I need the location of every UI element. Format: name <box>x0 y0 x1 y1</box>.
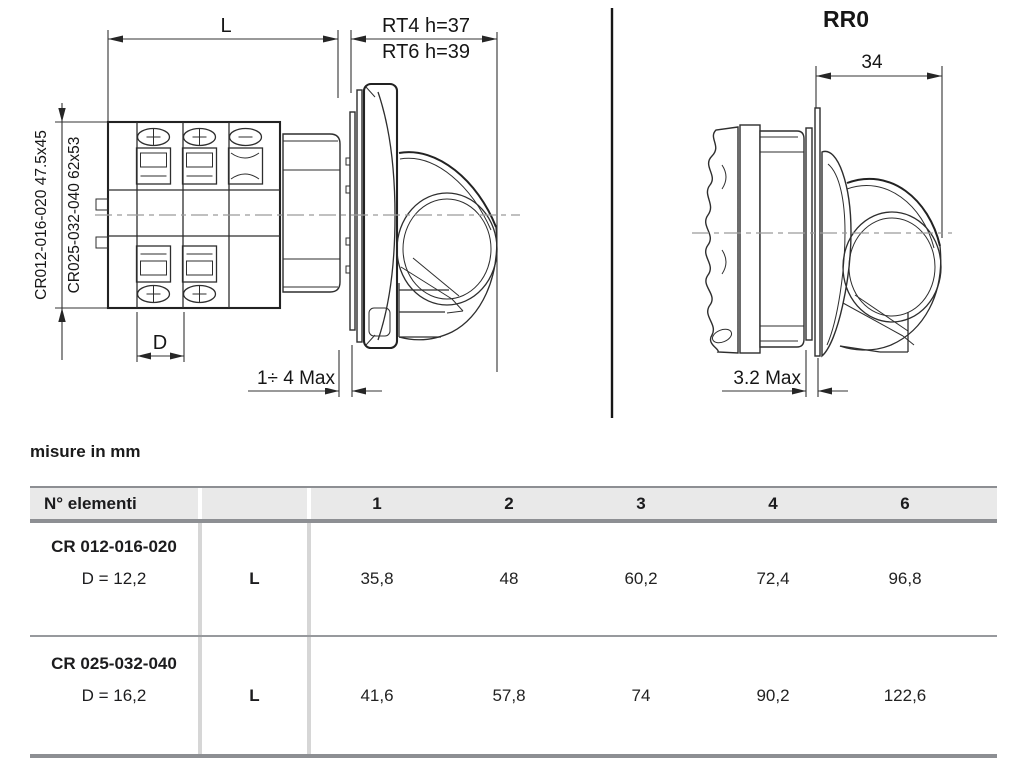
value-cell: 60,2 <box>624 569 658 588</box>
units-note: misure in mm <box>30 442 141 461</box>
table-row-cr012 <box>30 523 997 637</box>
handle-knob-rr0 <box>840 179 941 352</box>
dim-label-l: L <box>220 15 232 37</box>
dimension-panel-left <box>248 345 382 397</box>
header-count-3: 3 <box>636 493 646 513</box>
value-cell: 72,4 <box>756 569 790 588</box>
side-label-cr012: CR012-016-020 47.5x45 <box>33 130 50 300</box>
mounting-plate <box>346 90 362 342</box>
rr0-title: RR0 <box>822 6 870 32</box>
value-cell: 90,2 <box>756 685 790 705</box>
dimensions-table <box>30 486 997 758</box>
switch-body <box>96 122 280 308</box>
side-label-cr025: CR025-032-040 62x53 <box>66 136 83 294</box>
dimension-panel-right <box>722 350 848 397</box>
dimension-body-size <box>33 103 108 360</box>
dim-label-34: 34 <box>861 52 883 73</box>
table-row-cr025 <box>30 637 997 758</box>
cylinder-body <box>740 125 804 353</box>
model-name: CR 012-016-020 <box>51 537 177 556</box>
handle-dome <box>822 151 851 356</box>
dim-label-rt6: RT6 h=39 <box>381 41 471 63</box>
value-cell: 96,8 <box>888 569 922 588</box>
model-name: CR 025-032-040 <box>51 653 177 673</box>
header-n-elementi: N° elementi <box>44 493 137 513</box>
switch-shaft <box>283 134 340 292</box>
value-cell: 74 <box>631 685 651 705</box>
row-filler <box>971 637 997 754</box>
row-filler <box>971 523 997 635</box>
value-cell: 122,6 <box>883 685 927 705</box>
left-drawing-cr-switch <box>33 15 520 397</box>
dim-label-d: D <box>152 332 168 354</box>
dim-label-panel-left: 1÷ 4 Max <box>256 368 335 389</box>
model-cell <box>30 621 198 738</box>
value-cell: 41,6 <box>360 685 394 705</box>
cam-profile <box>706 127 738 353</box>
handle-knob <box>397 152 497 340</box>
param-label: L <box>249 569 260 588</box>
model-diameter: D = 12,2 <box>81 569 147 588</box>
dimension-l <box>108 15 338 121</box>
right-drawing-rr0 <box>692 6 952 397</box>
header-count-6: 6 <box>900 493 910 513</box>
dimension-d <box>137 312 184 362</box>
value-cell: 35,8 <box>360 569 394 588</box>
header-count-4: 4 <box>768 493 778 513</box>
header-count-1: 1 <box>372 493 382 513</box>
dim-label-panel-right: 3.2 Max <box>733 368 801 389</box>
value-cell: 57,8 <box>492 685 526 705</box>
value-cell: 48 <box>499 569 519 588</box>
mounting-plate-rr0 <box>806 108 820 356</box>
dim-label-rt4: RT4 h=37 <box>381 15 471 37</box>
header-filler <box>971 488 997 519</box>
model-diameter: D = 16,2 <box>81 685 147 705</box>
header-empty <box>202 488 307 519</box>
param-label: L <box>249 685 260 705</box>
handle-faceplate <box>364 84 397 348</box>
model-cell <box>30 507 198 619</box>
header-count-2: 2 <box>504 493 514 513</box>
